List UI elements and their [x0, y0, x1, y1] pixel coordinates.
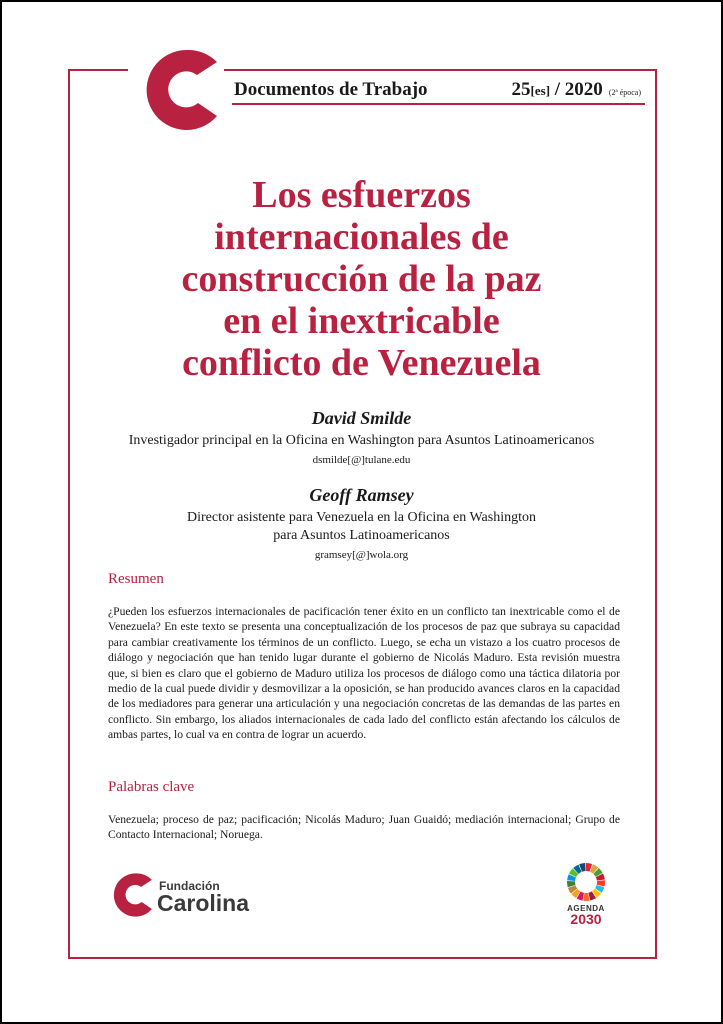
author-role: Investigador principal en la Oficina en Washington para Asuntos Latinoamericanos [128, 433, 595, 448]
issue-number: 25[es] / 2020 (2ª época) [511, 79, 641, 100]
document-title: Los esfuerzos internacionales de construcción de la paz en el inextricable conflicto de Venezuela [181, 174, 542, 384]
author-role: Director asistente para Venezuela en la Oficina en Washington para Asuntos Latinoamericanos [187, 510, 536, 543]
agenda-year: 2030 [570, 911, 602, 927]
agenda-label: AGENDA [567, 904, 605, 913]
author-email: dsmilde[@]tulane.edu [312, 454, 411, 466]
keywords-text: Venezuela; proceso de paz; pacificación; Nicolás Maduro; Juan Guaidó; mediación internacional; Grupo de Contacto Internacional; Noruega. [108, 813, 620, 842]
author-block [80, 485, 643, 561]
c-logo-icon [113, 872, 153, 918]
agenda-2030-logo [558, 862, 614, 932]
logo-text-big: Carolina [157, 890, 250, 916]
fundacion-carolina-logo [113, 872, 253, 920]
header-rule [232, 103, 645, 105]
author-name: David Smilde [311, 408, 412, 428]
sdg-wheel-icon [566, 862, 606, 902]
author-block [80, 408, 643, 466]
abstract-text: ¿Pueden los esfuerzos internacionales de pacificación tener éxito en un conflicto tan inextricable como el de Venezuela? En este texto se presenta una conceptualización de los procesos de paz que subraya su capacidad para cambiar creativamente los términos de un conflicto. Luego, se echa un vistazo a los cuatro procesos de diálogo y negociación que han tenido lugar durante el gobierno de Nicolás Maduro. Esta revisión muestra que, si bien es claro que el gobierno de Maduro utiliza los procesos de diálogo como una táctica dilatoria por medio de la cual puede dividir y desmovilizar a la oposición, se han producido avances claros en la capacidad de los mediadores para generar una articulación y una negociación concretas de las demandas de las partes en conflicto. Sin embargo, los aliados internacionales de cada lado del conflicto están afectando los cálculos de ambas partes, lo cual va en contra de lograr un acuerdo. [108, 605, 620, 742]
c-logo-icon [145, 48, 219, 132]
series-title: Documentos de Trabajo [234, 79, 428, 100]
sdg-segment [583, 893, 589, 901]
author-name: Geoff Ramsey [309, 485, 414, 505]
keywords-heading: Palabras clave [108, 779, 195, 795]
author-email: gramsey[@]wola.org [314, 549, 409, 561]
logo-text-small: Fundación [159, 879, 220, 893]
abstract-heading: Resumen [108, 571, 164, 587]
